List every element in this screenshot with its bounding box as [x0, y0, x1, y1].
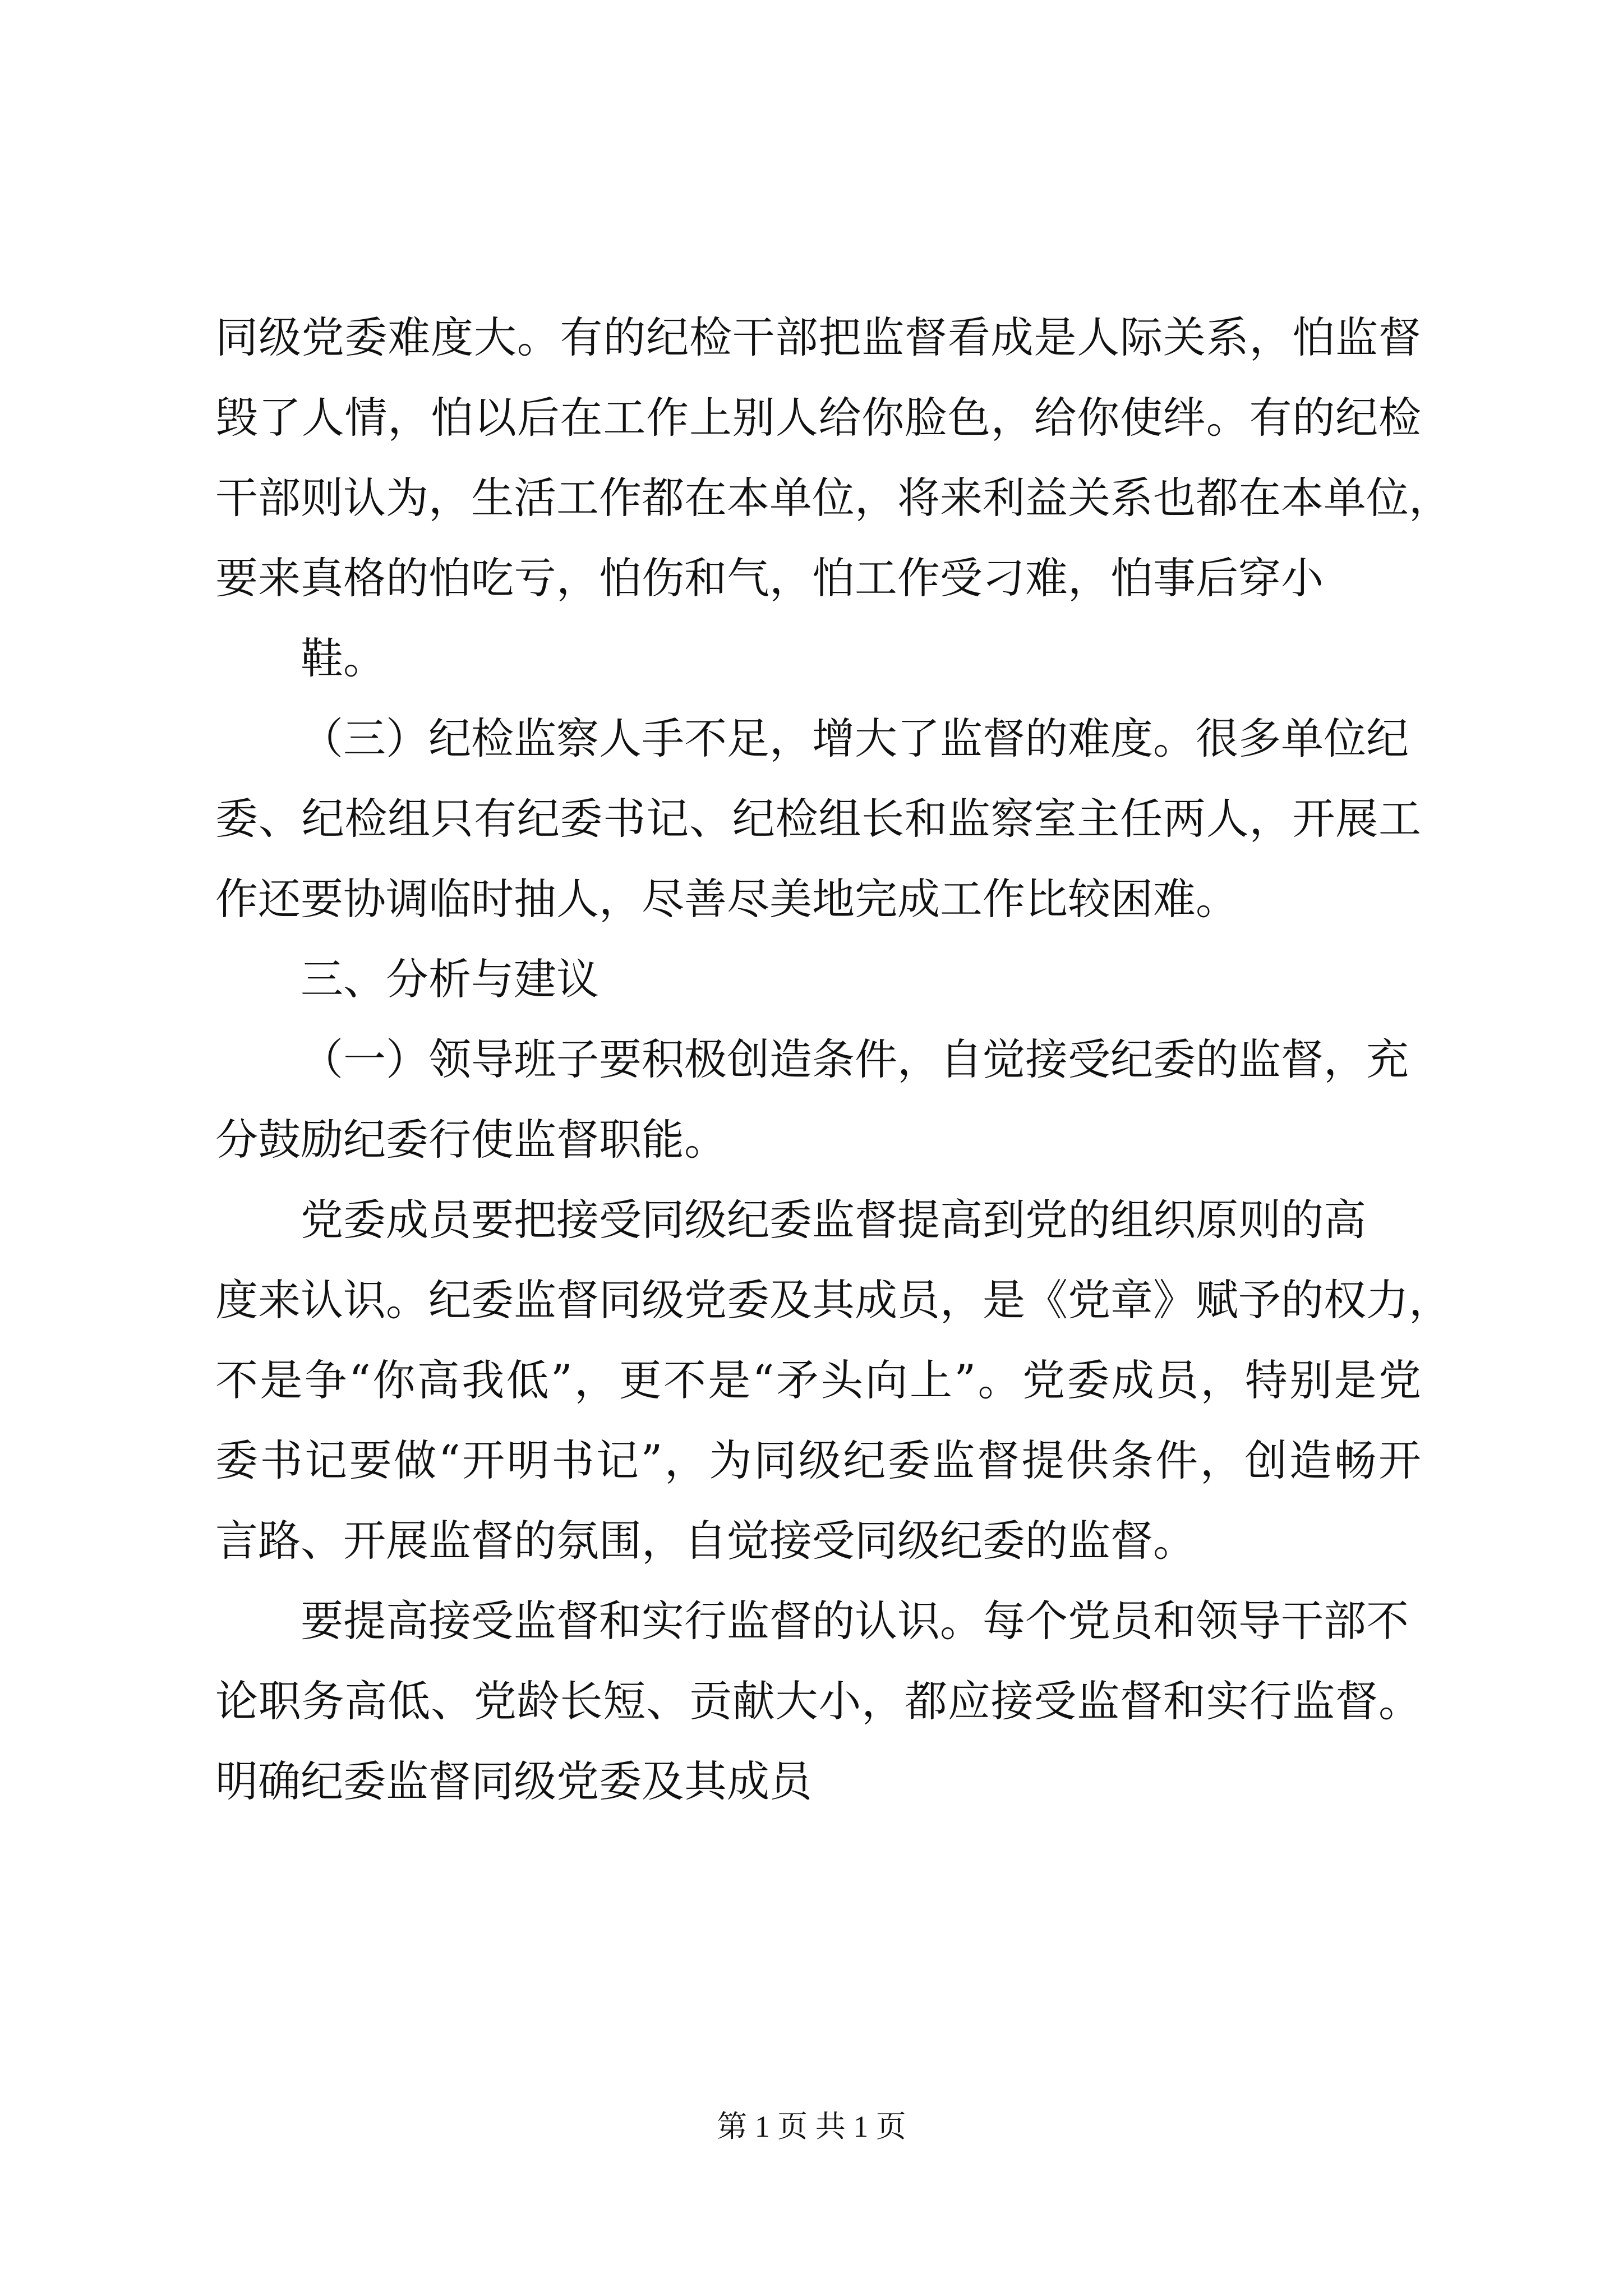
text-line-19: 明确纪委监督同级党委及其成员: [215, 1756, 812, 1806]
text-line-2: 毁了人情，怕以后在工作上别人给你脸色，给你使绊。有的纪检: [215, 393, 1421, 443]
text-line-14: 不是争“你高我低”，更不是“矛头向上”。党委成员，特别是党: [215, 1355, 1421, 1405]
page-number-footer: 第 1 页 共 1 页: [717, 2110, 906, 2143]
text-line-8: 作还要协调临时抽人，尽善尽美地完成工作比较困难。: [215, 874, 1238, 924]
body-text: [215, 297, 1451, 1821]
text-line-12: 党委成员要把接受同级纪委监督提高到党的组织原则的高: [301, 1195, 1366, 1245]
text-line-4: 要来真格的怕吃亏，怕伤和气，怕工作受刁难，怕事后穿小: [215, 553, 1324, 603]
text-line-16: 言路、开展监督的氛围，自觉接受同级纪委的监督。: [215, 1516, 1196, 1566]
text-line-18: 论职务高低、党龄长短、贡献大小，都应接受监督和实行监督。: [215, 1676, 1421, 1726]
text-line-7: 委、纪检组只有纪委书记、纪检组长和监察室主任两人，开展工: [215, 794, 1421, 844]
text-line-6: （三）纪检监察人手不足，增大了监督的难度。很多单位纪: [301, 714, 1409, 763]
text-line-5: 鞋。: [301, 633, 386, 683]
text-line-13: 度来认识。纪委监督同级党委及其成员，是《党章》赋予的权力，: [215, 1275, 1451, 1325]
text-line-15: 委书记要做“开明书记”，为同级纪委监督提供条件，创造畅开: [215, 1435, 1421, 1485]
text-line-1: 同级党委难度大。有的纪检干部把监督看成是人际关系，怕监督: [215, 312, 1421, 362]
text-line-17: 要提高接受监督和实行监督的认识。每个党员和领导干部不: [301, 1596, 1409, 1646]
text-line-10: （一）领导班子要积极创造条件，自觉接受纪委的监督，充: [301, 1034, 1409, 1084]
section-heading: 三、分析与建议: [301, 954, 599, 1004]
text-line-11: 分鼓励纪委行使监督职能。: [215, 1115, 727, 1165]
text-line-3: 干部则认为，生活工作都在本单位，将来利益关系也都在本单位，: [215, 473, 1451, 523]
